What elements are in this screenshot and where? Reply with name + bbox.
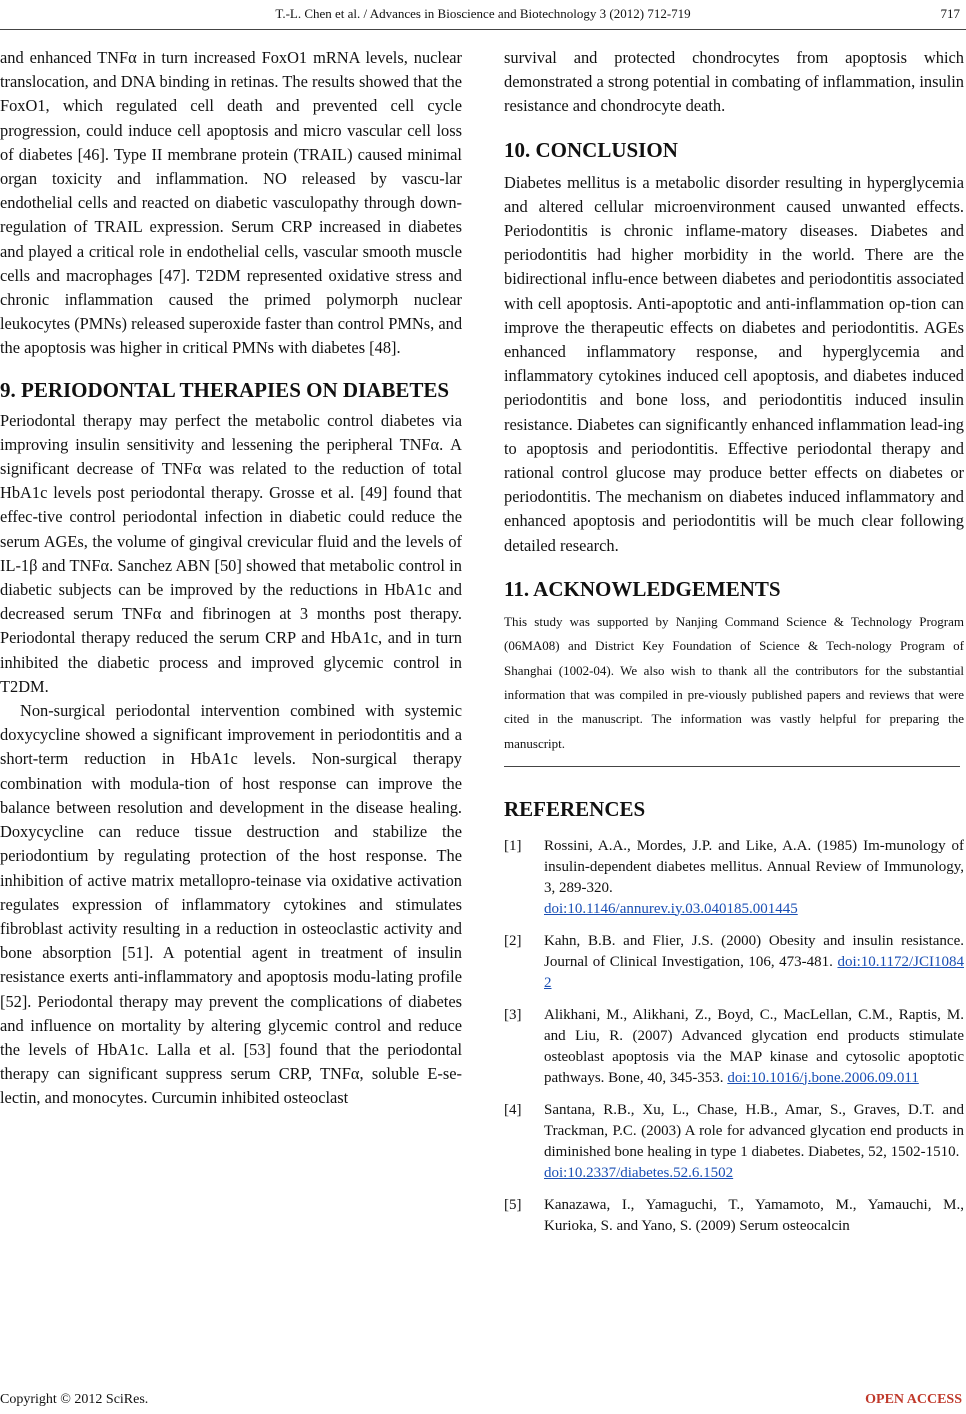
- section-heading-11: 11. ACKNOWLEDGEMENTS: [504, 576, 781, 601]
- doi-link[interactable]: doi:10.2337/diabetes.52.6.1502: [544, 1164, 734, 1181]
- page-header: [0, 0, 966, 30]
- reference-number: [3]: [504, 1006, 522, 1023]
- copyright-notice: Copyright © 2012 SciRes.: [0, 1392, 149, 1407]
- reference-text: Alikhani, M., Alikhani, Z., Boyd, C., MacLellan, C.M., Raptis, M. and Liu, R. (2007) Advanced glycation end products stimulate osteoblast apoptosis via the MAP kinase and cytosolic apoptotic pathways. Bone, 40, 345-353.: [544, 1006, 964, 1086]
- acknowledgements-text: This study was supported by Nanjing Command Science & Technology Program (06MA08) and District Key Foundation of Science & Tech-nology Program of Shanghai (1002-04). We also wish to thank all the contributors for the substantial information that was compiled in pre-viously published papers and reviews that were cited in the manuscript. The information was vastly helpful for preparing the manuscript.: [504, 613, 964, 751]
- left-column: [0, 46, 462, 1111]
- reference-number: [5]: [504, 1196, 522, 1213]
- doi-link[interactable]: doi:10.1146/annurev.iy.03.040185.001445: [544, 900, 798, 917]
- paragraph: Periodontal therapy may perfect the metabolic control diabetes via improving insulin sensitivity and lessening the peripheral TNFα. A significant decrease of TNFα was related to the reduction of total HbA1c levels post periodontal therapy. Grosse et al. [49] found that effec-tive control periodontal infection in diabetic could reduce the serum AGEs, the volume of gingival crevicular fluid and the levels of IL-1β and TNFα. Sanchez ABN [50] showed that metabolic control in diabetic subjects can be improved by the reductions in HbA1c and decreased serum TNFα and fibrinogen at 3 months post therapy. Periodontal therapy reduced the serum CRP and HbA1c, and in turn inhibited the diabetic process and improved glycemic control in T2DM.: [0, 410, 462, 696]
- reference-text: Kahn, B.B. and Flier, J.S. (2000) Obesity and insulin resistance. Journal of Clinical Investigation, 106, 473-481.: [544, 932, 964, 970]
- reference-number: [2]: [504, 932, 522, 949]
- reference-item: [504, 931, 964, 994]
- doi-link[interactable]: doi:10.1172/JCI10842: [544, 953, 964, 991]
- references-heading: REFERENCES: [504, 797, 646, 822]
- right-column: [504, 46, 964, 1248]
- reference-item: [504, 1195, 964, 1237]
- paragraph: and enhanced TNFα in turn increased FoxO1 mRNA levels, nuclear translocation, and DNA binding in retinas. The results showed that the FoxO1, which regulated cell death and prevented cell cycle progression, could induce cell apoptosis and micro vascular cell loss of diabetes [46]. Type II membrane protein (TRAIL) caused minimal organ toxicity and inflammation. NO released by vascu-lar endothelial cells and reacted on diabetic vasculopathy through down-regulation of TRAIL expression. Serum CRP increased in diabetes and played a critical role in endothelial cells, vascular smooth muscle cells and macrophages [47]. T2DM represented oxidative stress and chronic inflammation caused the primed polymorph nuclear leukocytes (PMNs) released superoxide faster than control PMNs, and the apoptosis was higher in critical PMNs with diabetes [48].: [0, 48, 463, 358]
- reference-text: Santana, R.B., Xu, L., Chase, H.B., Amar, S., Graves, D.T. and Trackman, P.C. (2003) A role for advanced glycation end products in diminished bone healing in type 1 diabetes. Diabetes, 52, 1502-1510.: [544, 1101, 964, 1160]
- reference-item: [504, 836, 964, 920]
- reference-item: [504, 1100, 964, 1184]
- reference-item: [504, 1005, 964, 1089]
- paragraph: Non-surgical periodontal intervention combined with systemic doxycycline showed a significant improvement in periodontitis and a short-term reduction in HbA1c levels. Non-surgical therapy combination with modula-tion of host response can improve the balance between resolution and development in the disease healing. Doxycycline can reduce tissue destruction and stabilize the periodontium by regulating protection of the host response. The inhibition of active matrix metallopro-teinase via oxidative activation regulates expression of inflammatory cytokines and stimulates fibroblast activity resulting in a reduction in osteoclastic activity and bone absorption [51]. A potential agent in treatment of insulin resistance exerts anti-inflammatory and apoptosis modu-lating profile [52]. Periodontal therapy may prevent the complications of diabetes and influence on mortality by altering glycemic control and reduce the levels of HbA1c. Lalla et al. [53] found that the periodontal therapy can significant suppress serum CRP, TNFα, soluble E-se-lectin, and monocytes. Curcumin inhibited osteoclast: [0, 701, 462, 1108]
- doi-link[interactable]: doi:10.1016/j.bone.2006.09.011: [727, 1069, 919, 1086]
- section-heading-9: 9. PERIODONTAL THERAPIES ON DIABETES: [0, 377, 450, 402]
- running-title: T.-L. Chen et al. / Advances in Bioscience and Biotechnology 3 (2012) 712-719: [275, 6, 691, 21]
- reference-number: [4]: [504, 1101, 522, 1118]
- reference-number: [1]: [504, 837, 522, 854]
- section-heading-10: 10. CONCLUSION: [504, 137, 678, 162]
- paragraph: survival and protected chondrocytes from apoptosis which demonstrated a strong potential in combating of inflammation, insulin resistance and chondrocyte death.: [504, 48, 964, 116]
- page-number: 717: [940, 6, 960, 21]
- reference-text: Kanazawa, I., Yamaguchi, T., Yamamoto, M., Yamauchi, M., Kurioka, S. and Yano, S. (2009) Serum osteocalcin: [544, 1196, 964, 1234]
- reference-text: Rossini, A.A., Mordes, J.P. and Like, A.A. (1985) Im-munology of insulin-dependent diabetes mellitus. Annual Review of Immunology, 3, 289-320.: [544, 837, 964, 896]
- divider: [504, 766, 960, 767]
- paragraph: Diabetes mellitus is a metabolic disorder resulting in hyperglycemia and altered cellular microenvironment caused unwanted effects. Periodontitis is chronic inflame-matory diseases. Diabetes and periodontitis had higher morbidity in the world. There are the bidirectional influ-ence between diabetes and periodontitis associated with cell apoptosis. Anti-apoptotic and anti-inflammation op-tion can improve the therapeutic effects on diabetes and periodontitis. AGEs enhanced inflammatory response, and hyperglycemia and inflammatory cytokines induced cell apoptosis, and diabetes induced periodontitis and bone loss, and periodontitis induced insulin resistance. Diabetes can significantly enhanced inflammation lead-ing to apoptosis and periodontitis. Effective periodontal therapy and rational control glucose may produce better effects on diabetes or periodontitis. The mechanism on diabetes induced inflammatory and enhanced apoptosis and periodontitis will be much clear following detailed research.: [504, 172, 964, 555]
- open-access-label: OPEN ACCESS: [865, 1392, 962, 1407]
